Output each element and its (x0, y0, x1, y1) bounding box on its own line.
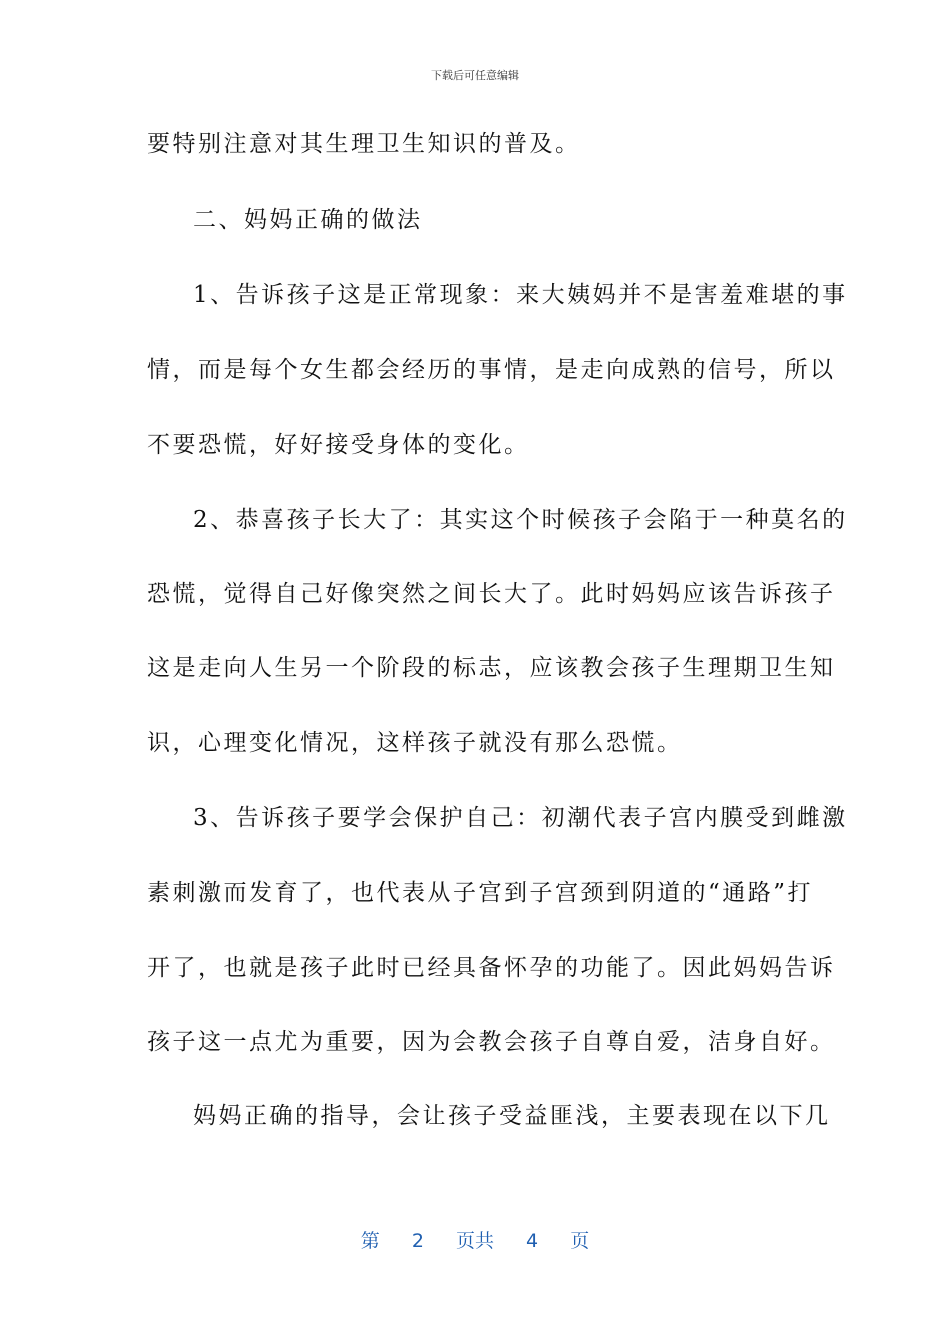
footer-prefix: 第 (360, 1230, 380, 1252)
body-line: 恐慌，觉得自己好像突然之间长大了。此时妈妈应该告诉孩子 (147, 581, 836, 607)
body-line: 要特别注意对其生理卫生知识的普及。 (147, 131, 581, 157)
page-footer (0, 1226, 950, 1253)
body-line: 素刺激而发育了，也代表从子宫到子宫颈到阴道的“通路”打 (147, 880, 814, 906)
page-header: 下载后可任意编辑 (431, 69, 519, 82)
body-line: 1、告诉孩子这是正常现象：来大姨妈并不是害羞难堪的事 (193, 282, 848, 308)
body-line: 3、告诉孩子要学会保护自己：初潮代表子宫内膜受到雌激 (193, 805, 848, 831)
body-line: 妈妈正确的指导，会让孩子受益匪浅，主要表现在以下几 (193, 1103, 831, 1129)
section-heading: 二、妈妈正确的做法 (193, 207, 423, 233)
body-line: 不要恐慌，好好接受身体的变化。 (147, 432, 530, 458)
footer-total-pages: 4 (526, 1230, 539, 1252)
body-line: 孩子这一点尤为重要，因为会教会孩子自尊自爱，洁身自好。 (147, 1029, 836, 1055)
body-line: 识，心理变化情况，这样孩子就没有那么恐慌。 (147, 730, 683, 756)
footer-middle: 页共 (455, 1230, 494, 1252)
footer-suffix: 页 (570, 1230, 590, 1252)
body-line: 情，而是每个女生都会经历的事情，是走向成熟的信号，所以 (147, 357, 836, 383)
body-line: 这是走向人生另一个阶段的标志，应该教会孩子生理期卫生知 (147, 655, 836, 681)
body-line: 开了，也就是孩子此时已经具备怀孕的功能了。因此妈妈告诉 (147, 955, 836, 981)
body-line: 2、恭喜孩子长大了：其实这个时候孩子会陷于一种莫名的 (193, 507, 848, 533)
footer-page-number: 2 (411, 1230, 424, 1252)
